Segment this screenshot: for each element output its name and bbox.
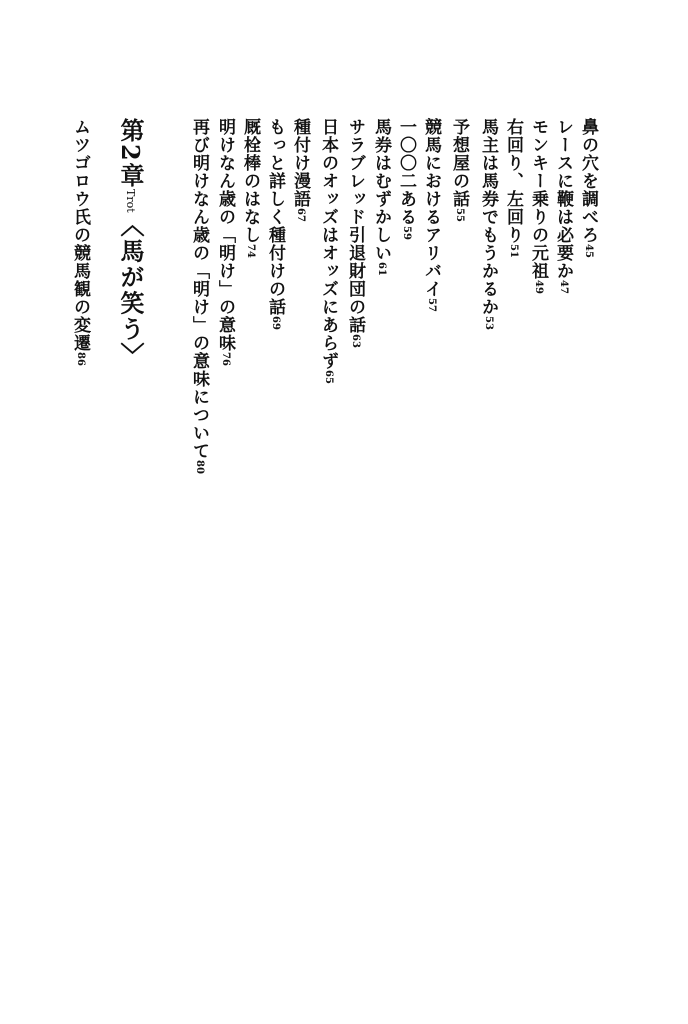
toc-entry — [369, 118, 393, 276]
entry-title: 再び明けなん歳の「明け」の意味について — [189, 118, 209, 460]
toc-entry — [263, 118, 287, 330]
entry-title: 一〇〇二ある — [396, 118, 416, 226]
entry-title: 馬主は馬券でもうかるか — [478, 118, 498, 316]
entry-title: 競馬におけるアリバイ — [421, 118, 441, 298]
toc-entry — [394, 118, 418, 240]
chapter-title: 〈馬が笑う〉 — [116, 212, 145, 369]
chapter-english-title: Trot — [124, 188, 137, 213]
entry-title: ムツゴロウ氏の競馬観の変遷 — [70, 118, 90, 352]
toc-entry — [68, 118, 92, 366]
page-number: 53 — [483, 316, 494, 330]
toc-entry — [187, 118, 211, 474]
entry-title: レースに鞭は必要か — [553, 118, 573, 280]
page-number: 45 — [583, 244, 594, 258]
entry-title: モンキー乗りの元祖 — [528, 118, 548, 280]
page-number: 51 — [508, 244, 519, 258]
page-number: 76 — [220, 352, 231, 366]
toc-entry — [576, 118, 600, 258]
toc-entry — [288, 118, 312, 222]
page-number: 69 — [270, 316, 281, 330]
entry-title: 予想屋の話 — [449, 118, 469, 208]
entry-title: サラブレッド引退財団の話 — [345, 118, 365, 334]
page-number: 74 — [245, 244, 256, 258]
page-number: 67 — [295, 208, 306, 222]
entry-title: 明けなん歳の「明け」の意味 — [215, 118, 235, 352]
toc-entry — [419, 118, 443, 312]
page-number: 86 — [75, 352, 86, 366]
page-number: 49 — [533, 280, 544, 294]
entry-title: もっと詳しく種付けの話 — [265, 118, 285, 316]
toc-entry — [213, 118, 237, 366]
toc-entry — [238, 118, 262, 258]
chapter-heading — [112, 118, 148, 368]
page-number: 61 — [376, 262, 387, 276]
entry-title: 日本のオッズはオッズにあらず — [318, 118, 338, 370]
page-number: 65 — [323, 370, 334, 384]
page-number: 80 — [194, 460, 205, 474]
entry-title: 右回り、左回り — [503, 118, 523, 244]
chapter-number: 第2章 — [116, 118, 145, 189]
entry-title: 厩栓棒のはなし — [240, 118, 260, 244]
page-number: 55 — [454, 208, 465, 222]
toc-entry — [551, 118, 575, 294]
toc-entry — [447, 118, 471, 222]
entry-title: 鼻の穴を調べろ — [578, 118, 598, 244]
entry-title: 馬券はむずかしい — [371, 118, 391, 262]
toc-entry — [343, 118, 367, 348]
toc-entry — [501, 118, 525, 258]
page-number: 57 — [426, 298, 437, 312]
page-number: 63 — [350, 334, 361, 348]
toc-entry — [476, 118, 500, 330]
toc-entry — [526, 118, 550, 294]
page-number: 47 — [558, 280, 569, 294]
toc-entry — [316, 118, 340, 384]
entry-title: 種付け漫語 — [290, 118, 310, 208]
page-number: 59 — [401, 226, 412, 240]
